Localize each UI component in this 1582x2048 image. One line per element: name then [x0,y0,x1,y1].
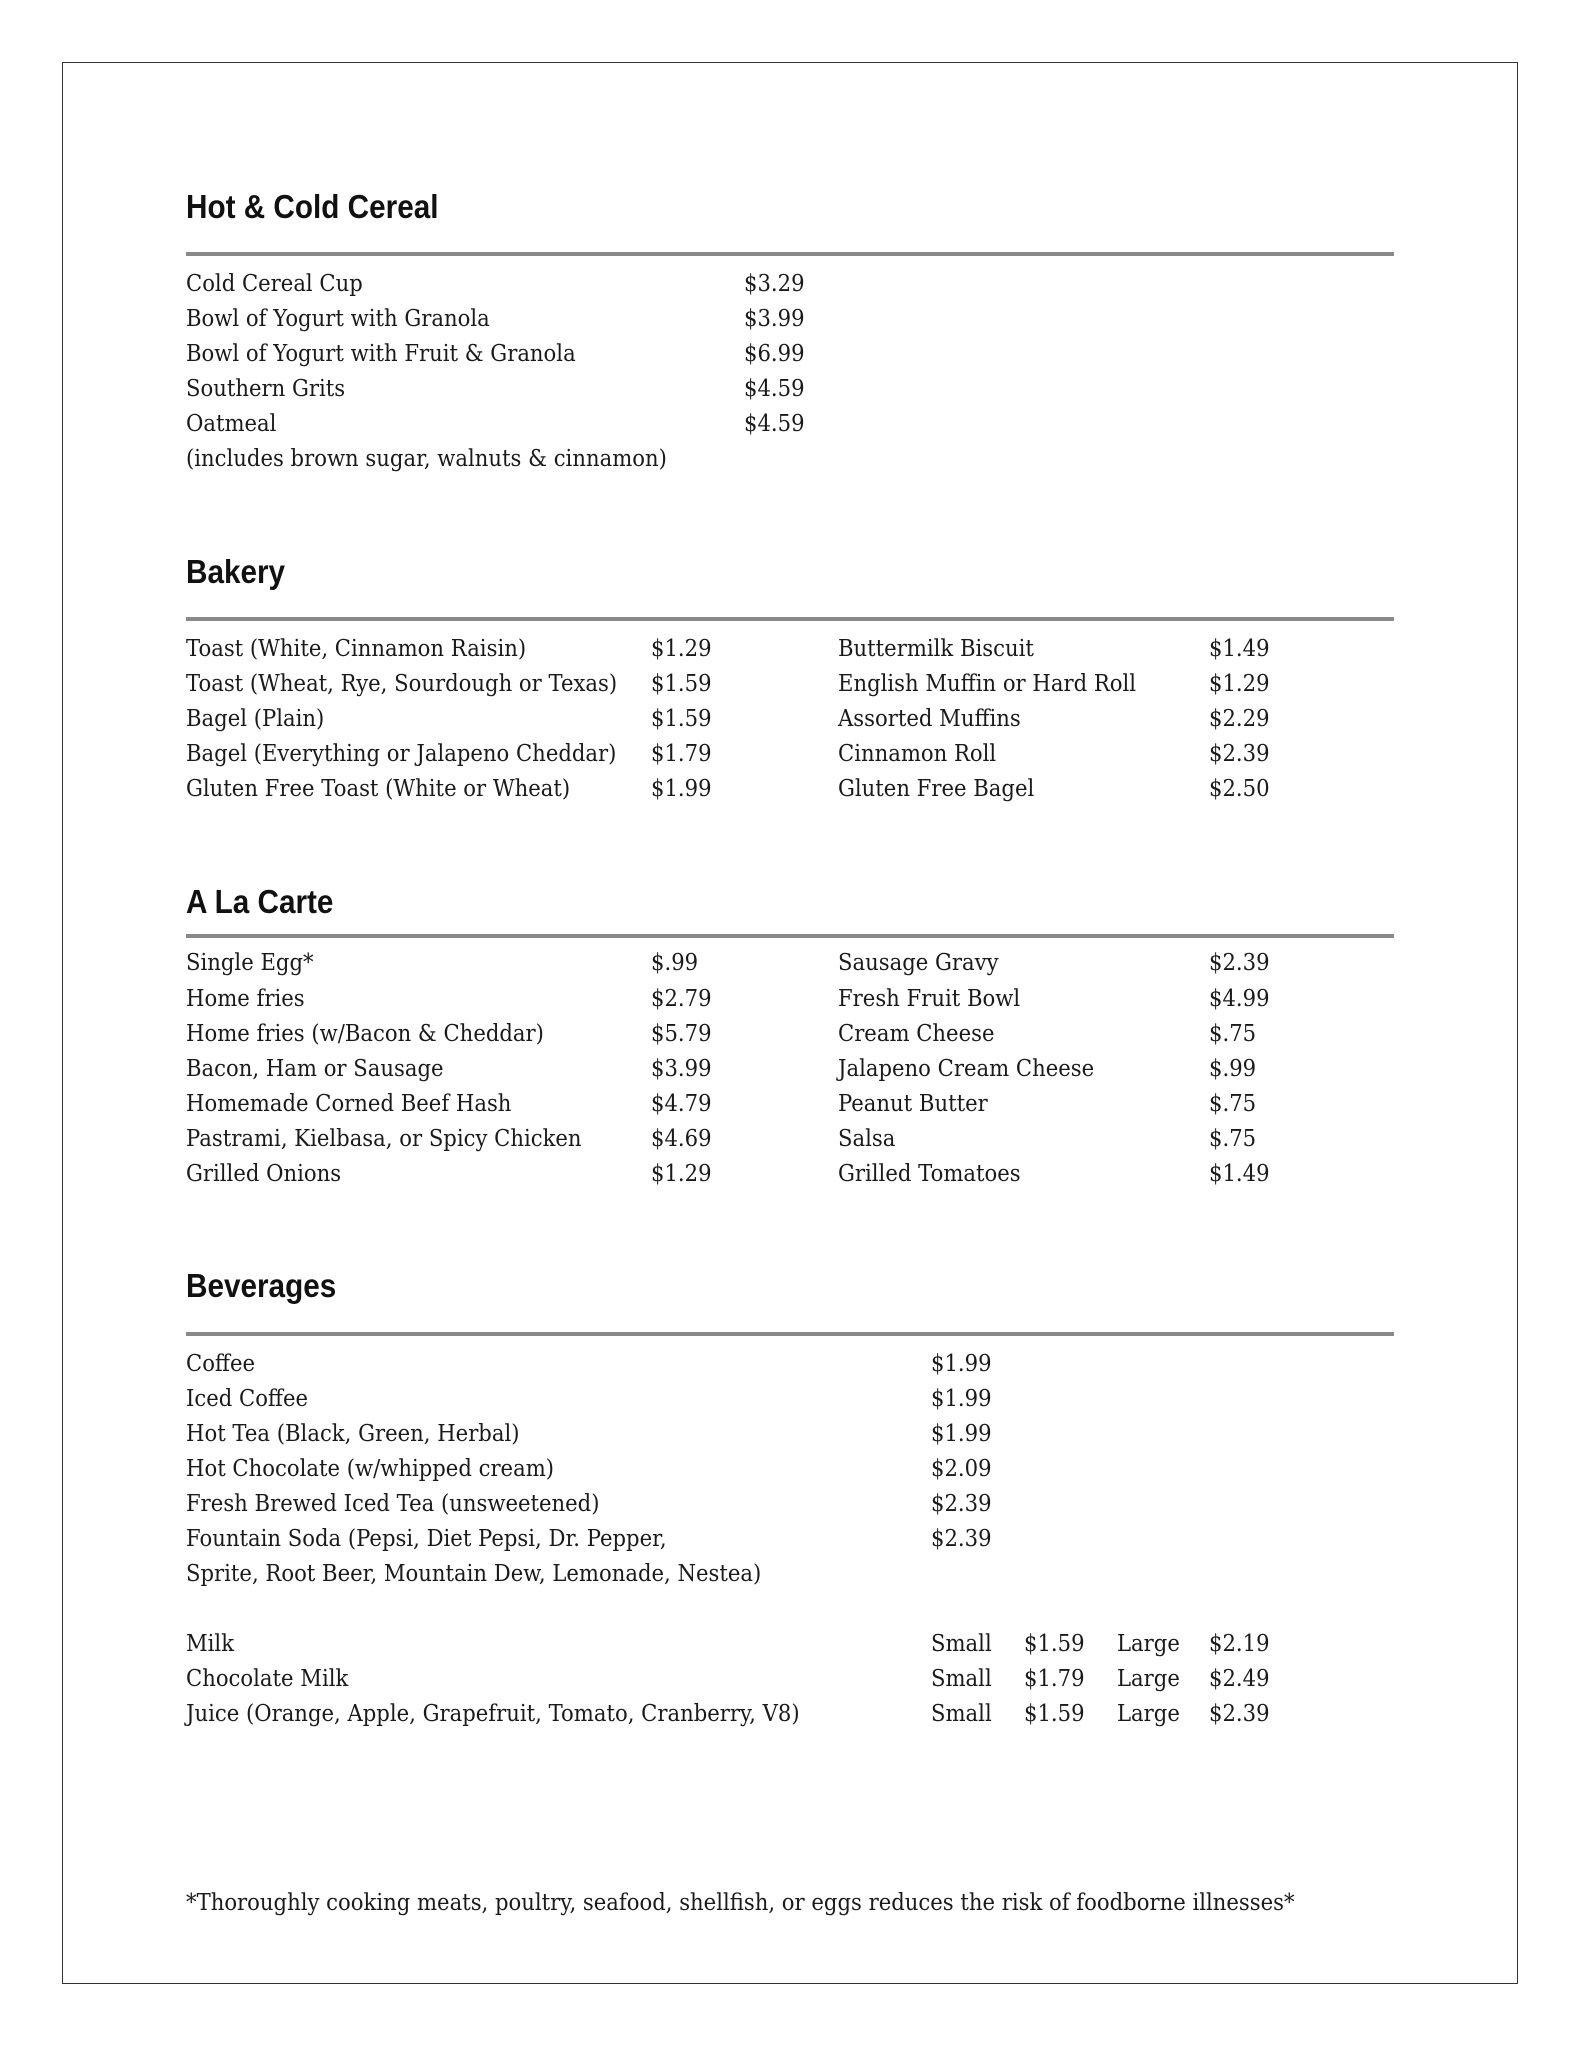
large-label: Large [1117,1666,1180,1692]
small-price: $1.59 [1024,1701,1085,1727]
item-name: Home fries [186,986,305,1012]
item-price: $1.49 [1209,1161,1270,1187]
item-price: $1.29 [1209,671,1270,697]
item-price: $3.99 [744,306,805,332]
item-name: Grilled Tomatoes [838,1161,1021,1187]
item-price: $4.59 [744,411,805,437]
item-price: $2.39 [1209,950,1270,976]
item-price: $1.29 [651,636,712,662]
section-rule-beverages [186,1332,1394,1336]
large-label: Large [1117,1701,1180,1727]
item-price: $4.99 [1209,986,1270,1012]
item-name: Jalapeno Cream Cheese [838,1056,1095,1082]
item-name: Fresh Fruit Bowl [838,986,1021,1012]
item-price: $1.99 [931,1386,992,1412]
small-label: Small [931,1701,992,1727]
item-name: Fresh Brewed Iced Tea (unsweetened) [186,1491,600,1517]
item-name: Toast (White, Cinnamon Raisin) [186,636,527,662]
section-rule-bakery [186,617,1394,621]
item-price: $6.99 [744,341,805,367]
section-title-cereal: Hot & Cold Cereal [186,188,439,225]
large-price: $2.39 [1209,1701,1270,1727]
section-rule-alacarte [186,934,1394,938]
small-label: Small [931,1666,992,1692]
food-safety-disclaimer: *Thoroughly cooking meats, poultry, seafood, shellfish, or eggs reduces the risk of foodborne illnesses* [186,1890,1295,1916]
item-price: $.75 [1209,1021,1257,1047]
item-name: Bowl of Yogurt with Fruit & Granola [186,341,576,367]
item-name: Assorted Muffins [838,706,1021,732]
item-name: Cold Cereal Cup [186,271,363,297]
item-price: $.75 [1209,1091,1257,1117]
item-name: Gluten Free Toast (White or Wheat) [186,776,571,802]
small-price: $1.59 [1024,1631,1085,1657]
item-name: Hot Tea (Black, Green, Herbal) [186,1421,520,1447]
item-price: $1.59 [651,671,712,697]
item-name: Milk [186,1631,235,1657]
item-price: $2.39 [931,1526,992,1552]
item-price: $.99 [651,950,699,976]
item-name: Fountain Soda (Pepsi, Diet Pepsi, Dr. Pepper, [186,1526,667,1552]
section-title-alacarte: A La Carte [186,883,334,920]
oatmeal-note: (includes brown sugar, walnuts & cinnamon) [186,446,667,472]
item-name: Bagel (Everything or Jalapeno Cheddar) [186,741,617,767]
item-name: Cream Cheese [838,1021,995,1047]
item-price: $2.79 [651,986,712,1012]
item-name: Grilled Onions [186,1161,342,1187]
item-name: Gluten Free Bagel [838,776,1035,802]
item-name: Bagel (Plain) [186,706,325,732]
item-price: $1.29 [651,1161,712,1187]
item-name: Bacon, Ham or Sausage [186,1056,444,1082]
item-price: $2.09 [931,1456,992,1482]
item-price: $4.79 [651,1091,712,1117]
item-name: Juice (Orange, Apple, Grapefruit, Tomato, Cranberry, V8) [186,1701,800,1727]
item-name: Chocolate Milk [186,1666,349,1692]
item-price: $2.29 [1209,706,1270,732]
item-price: $2.39 [931,1491,992,1517]
item-price: $.75 [1209,1126,1257,1152]
item-name: Peanut Butter [838,1091,988,1117]
item-price: $3.29 [744,271,805,297]
item-price: $4.69 [651,1126,712,1152]
item-name: Single Egg* [186,950,314,976]
item-name: Coffee [186,1351,256,1377]
item-price: $.99 [1209,1056,1257,1082]
item-name: Toast (Wheat, Rye, Sourdough or Texas) [186,671,618,697]
section-title-beverages: Beverages [186,1267,337,1304]
item-name: Pastrami, Kielbasa, or Spicy Chicken [186,1126,582,1152]
item-name: Bowl of Yogurt with Granola [186,306,490,332]
item-price: $3.99 [651,1056,712,1082]
large-price: $2.49 [1209,1666,1270,1692]
item-name: Sausage Gravy [838,950,999,976]
item-price: $4.59 [744,376,805,402]
item-name: Hot Chocolate (w/whipped cream) [186,1456,555,1482]
item-price: $1.79 [651,741,712,767]
item-price: $1.49 [1209,636,1270,662]
item-price: $1.99 [931,1351,992,1377]
item-price: $1.59 [651,706,712,732]
section-title-bakery: Bakery [186,553,286,590]
large-price: $2.19 [1209,1631,1270,1657]
item-name: Homemade Corned Beef Hash [186,1091,512,1117]
soda-flavors-line: Sprite, Root Beer, Mountain Dew, Lemonade, Nestea) [186,1561,762,1587]
item-name: English Muffin or Hard Roll [838,671,1137,697]
item-name: Cinnamon Roll [838,741,997,767]
item-name: Salsa [838,1126,896,1152]
item-name: Southern Grits [186,376,346,402]
item-price: $2.39 [1209,741,1270,767]
item-price: $2.50 [1209,776,1270,802]
item-name: Iced Coffee [186,1386,309,1412]
item-price: $5.79 [651,1021,712,1047]
item-price: $1.99 [931,1421,992,1447]
item-name: Buttermilk Biscuit [838,636,1034,662]
item-name: Home fries (w/Bacon & Cheddar) [186,1021,544,1047]
item-name: Oatmeal [186,411,277,437]
small-price: $1.79 [1024,1666,1085,1692]
section-rule-cereal [186,252,1394,256]
large-label: Large [1117,1631,1180,1657]
item-price: $1.99 [651,776,712,802]
small-label: Small [931,1631,992,1657]
